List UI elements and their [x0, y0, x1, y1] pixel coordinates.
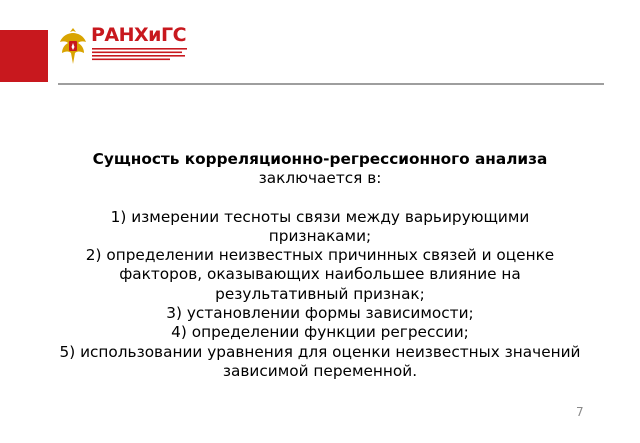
ranepa-logo — [58, 24, 188, 70]
slide-body — [58, 150, 582, 381]
logo-wordmark: РАНХиГС — [91, 24, 187, 46]
list-item-2: 2) определении неизвестных причинных связей и оценке факторов, оказывающих наибольшее влияние на результативный признак; — [85, 246, 555, 303]
header-divider — [58, 83, 604, 85]
list-item-1: 1) измерении тесноты связи между варьирующими признаками; — [110, 207, 530, 245]
intro-rest: заключается в: — [258, 169, 382, 188]
eagle-emblem-icon — [58, 24, 88, 68]
red-accent-bar — [0, 30, 48, 82]
intro-paragraph — [58, 150, 582, 189]
logo-fine-print — [92, 48, 187, 62]
list-item-4: 4) определении функции регрессии; — [171, 323, 469, 342]
list-item-5: 5) использовании уравнения для оценки неизвестных значений зависимой переменной. — [59, 342, 581, 380]
intro-bold-term: Сущность корреляционно-регрессионного анализа — [92, 150, 548, 168]
page-number: 7 — [576, 405, 584, 419]
list-item-3: 3) установлении формы зависимости; — [166, 304, 474, 323]
